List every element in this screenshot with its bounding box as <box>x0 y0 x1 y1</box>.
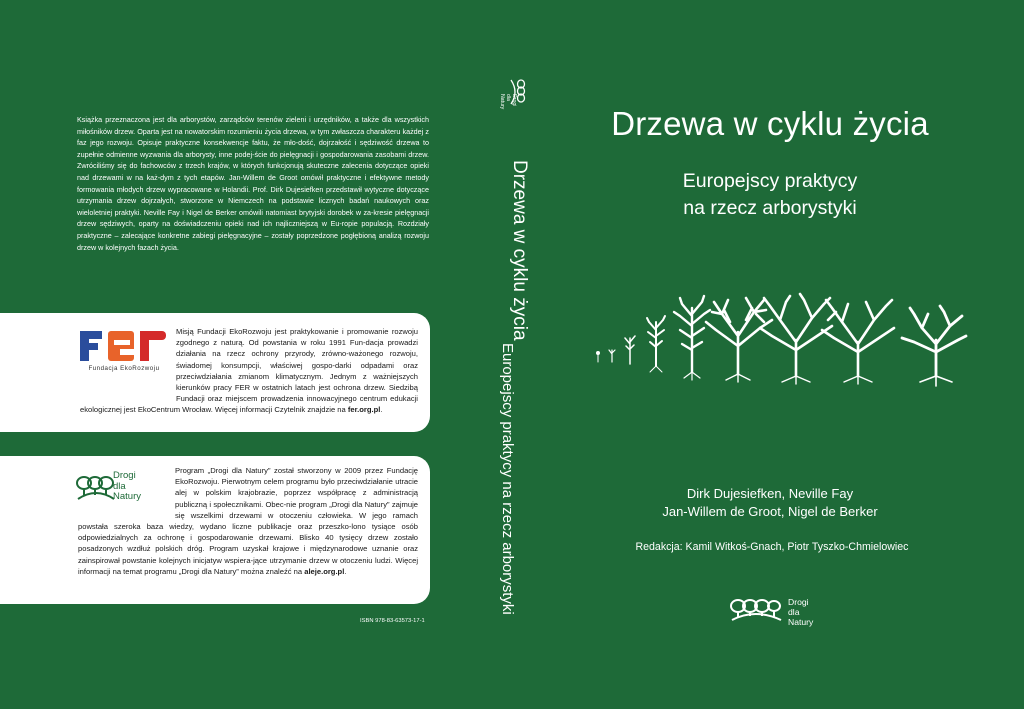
fer-info-panel <box>0 313 430 432</box>
dn-description-text: Program „Drogi dla Natury” został stworzony w 2009 przez Fundację EkoRozwoju. Pierwotnym celem programu było przeciwdziałanie utracie alej w polskim krajobrazie, poprzez współpracę z administracją publiczną i społecznikami. Obec-nie program „Drogi dla Natury” zajmuje się wszelkimi drzewami w otoczeniu człowieka. W jego ramach powstała szeroka baza wiedzy, wydano liczne publikacje oraz przeszko-lono tysiące osób odpowiedzialnych za ochronę i gospodarowanie drzewami. Blisko 40 tysięcy drzew zostało posadzonych wzdłuż polskich dróg. Program uzyskał krajowe i międzynarodowe uznanie oraz zainspirował powstanie kolejnych inicjatyw wspiera-jące utrzymanie drzew w otoczeniu ludzi. Więcej informacji na temat programu „Drogi dla Natury” można znaleźć na <box>78 466 418 576</box>
front-logo-line3: Natury <box>788 617 814 627</box>
spine-title: Drzewa w cyklu życia <box>509 160 530 341</box>
book-subtitle-line2: na rzecz arborystyki <box>683 197 857 219</box>
book-subtitle-line1: Europejscy praktycy <box>682 170 858 192</box>
ancient-tree-icon <box>902 306 966 386</box>
front-logo-line1: Drogi <box>788 597 809 607</box>
maturing-tree-icon <box>706 298 772 382</box>
spine-logo-text: Drogi dla Natury <box>499 94 517 110</box>
spine-subtitle: Europejscy praktycy na rzecz arborystyki <box>499 343 516 615</box>
front-logo-line2: dla <box>788 607 800 617</box>
fer-description: Misją Fundacji EkoRozwoju jest praktykowanie i promowanie rozwoju zgodnego z naturą. Od powstania w roku 1991 Fun-dacja prowadzi działania na rzecz ochrony przyrody, zrówno-ważonego rozwoju, świadomej konsumpcji, właściwej gospo-darki odpadami oraz przeciwdziałania zmianom klimatycznym. Jednym z ważniejszych kierunków pracy FER w ostatnich latach jest ochrona drzew. Siedzibą Fundacji oraz miejscem prowadzenia innowacyjnego centrum edukacji ekologicznej jest EkoCentrum Wrocław. Więcej informacji Czytelnik znajdzie na fer.org.pl. <box>80 327 418 415</box>
back-cover-blurb: Książka przeznaczona jest dla arborystów, zarządców terenów zieleni i urzędników, a także dla wszystkich miłośników drzew. Oparta jest na nowatorskim rozumieniu życia drzewa, w tym zwłaszcza charakteru każdej z faz jego rozwoju. Opisuje praktyczne konsekwencje faktu, że mło-dość, dojrzałość i sędziwość drzewa to zupełnie odmienne wyzwania dla arborysty, inne podej-ście do pielęgnacji i gospodarowania zasobami drzew. Zwróciliśmy się do fachowców z trzech krajów, w których funkcjonują skuteczne zalecenia dotyczące opieki nad drzewami w na każ-dym z tych etapów. Jan-Willem de Groot omówił praktyczne i efektywne metody formowania młodych drzew wypracowane w Holandii. Prof. Dirk Dujesiefken przedstawił wytyczne dotyczące utrzymania drzew dojrzałych, stworzone w Niemczech na podstawie licznych badań naukowych oraz wieloletniej praktyki. Neville Fay i Nigel de Berker omówili natomiast brytyjski dorobek w za-kresie pielęgnacji drzew sędziwych, oparty na doświadczeniu opieki nad ich najliczniejszą w Eu-ropie populacją. Rozdziały praktyczne – zalecające konkretne zabiegi pielęgnacyjne – zostały poprzedzone pogłębioną analizą rozwoju drzew w kolejnych fazach życia. <box>77 115 429 252</box>
fer-description-text: Misją Fundacji EkoRozwoju jest praktykowanie i promowanie rozwoju zgodnego z naturą. Od powstania w roku 1991 Fun-dacja prowadzi działania na rzecz ochrony przyrody, zrówno-ważonego rozwoju, świadomej konsumpcji, właściwej gospo-darki odpadami oraz przeciwdziałania zmianom klimatycznym. Jednym z ważniejszych kierunków pracy FER w ostatnich latach jest ochrona drzew. Siedzibą Fundacji oraz miejscem prowadzenia innowacyjnego centrum edukacji ekologicznej jest EkoCentrum Wrocław. Więcej informacji Czytelnik znajdzie na <box>80 327 418 415</box>
front-logo-text <box>788 597 813 627</box>
seedling-1-icon <box>597 352 600 363</box>
mature-tree-1-icon <box>756 294 836 384</box>
dn-logo-line1: Drogi <box>113 470 136 481</box>
sapling-2-icon <box>647 316 665 372</box>
authors-line2: Jan-Willem de Groot, Nigel de Berker <box>662 504 878 519</box>
fer-logo-caption: Fundacja EkoRozwoju <box>88 365 160 372</box>
young-tree-icon <box>674 296 710 380</box>
seedling-2-icon <box>609 350 615 362</box>
drogi-dla-natury-description: Program „Drogi dla Natury” został stworzony w 2009 przez Fundację EkoRozwoju. Pierwotnym celem programu było przeciwdziałanie utracie alej w polskim krajobrazie, poprzez współpracę z administracją publiczną i społecznikami. Obec-nie program „Drogi dla Natury” zajmuje się wszelkimi drzewami w otoczeniu człowieka. W jego ramach powstała szeroka baza wiedzy, wydano liczne publikacje oraz przeszko-lono tysiące osób odpowiedzialnych za ochronę i gospodarowanie drzewami. Blisko 40 tysięcy drzew zostało posadzonych wzdłuż polskich dróg. Program uzyskał krajowe i międzynarodowe uznanie oraz zainspirował powstanie kolejnych inicjatyw wspiera-jące utrzymanie drzew w otoczeniu ludzi. Więcej informacji na temat programu „Drogi dla Natury” można znaleźć na aleje.org.pl. <box>78 466 418 576</box>
isbn: ISBN 978-83-63573-17-1 <box>360 618 425 624</box>
book-subtitle <box>600 168 940 222</box>
sapling-1-icon <box>625 336 635 364</box>
dn-logo-line2: dla <box>113 480 126 492</box>
authors-line1: Dirk Dujesiefken, Neville Fay <box>686 486 854 501</box>
fer-website-link[interactable]: fer.org.pl <box>347 405 381 415</box>
drogi-dla-natury-info-panel <box>0 456 430 604</box>
book-editors: Redakcja: Kamil Witkoś-Gnach, Piotr Tyszko-Chmielowiec <box>635 541 909 553</box>
aleje-website-link[interactable]: aleje.org.pl <box>304 566 345 576</box>
tree-life-cycle-illustration <box>596 292 968 388</box>
dn-logo-line3: Natury <box>113 491 141 502</box>
book-authors <box>620 485 920 521</box>
book-title: Drzewa w cyklu życia <box>611 105 929 142</box>
mature-tree-2-icon <box>822 300 894 384</box>
